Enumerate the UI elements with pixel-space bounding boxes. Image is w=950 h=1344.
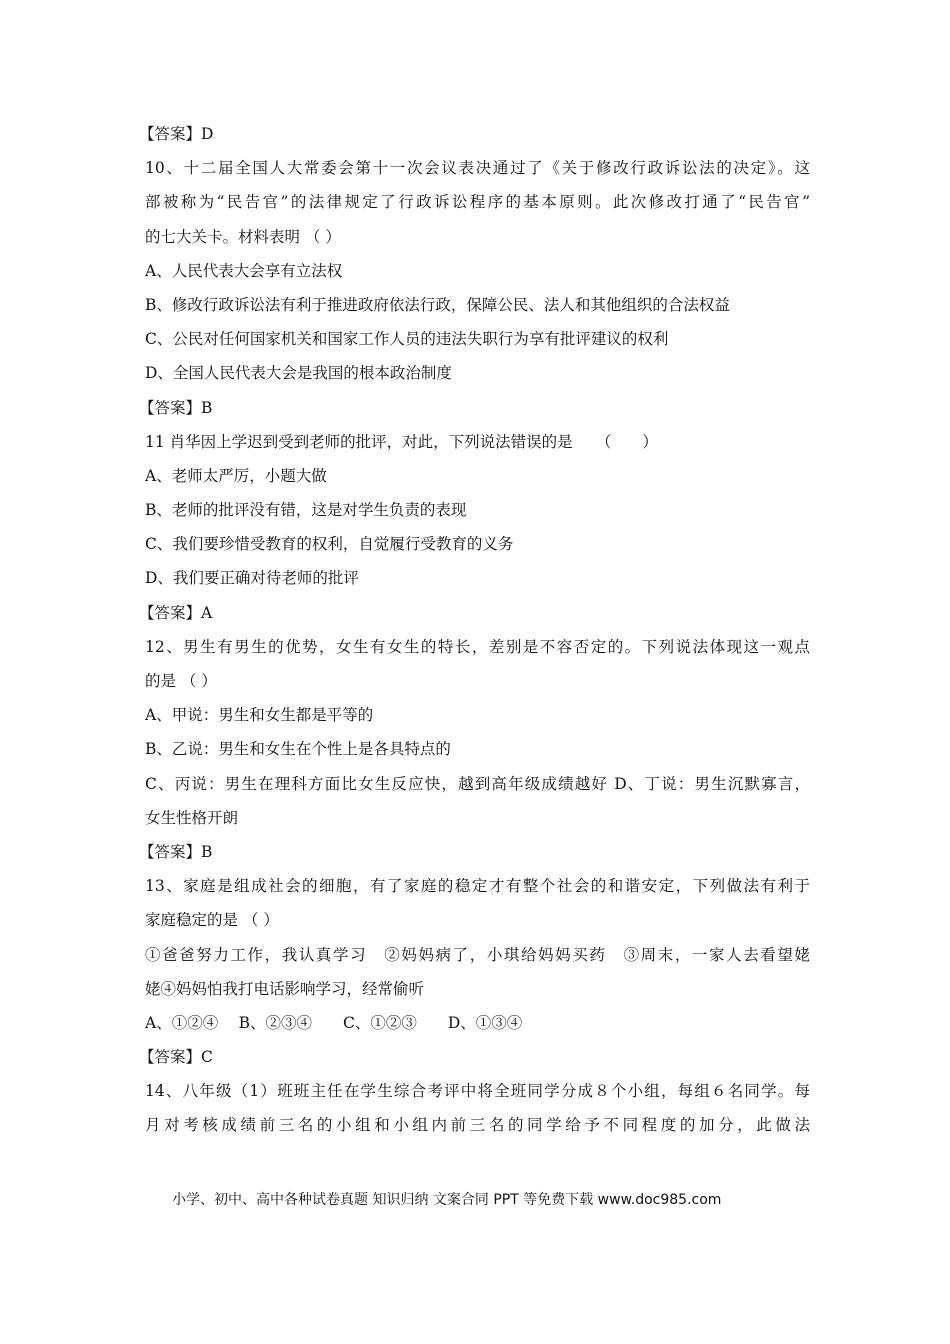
text-line: B、乙说：男生和女生在个性上是各具特点的: [145, 740, 451, 759]
text-line: 14、八年级（1）班班主任在学生综合考评中将全班同学分成８个小组，每组６名同学。每: [145, 1082, 810, 1101]
page-footer: 小学、初中、高中各种试卷真题 知识归纳 文案合同 PPT 等免费下载 www.doc985.com: [172, 1192, 722, 1208]
text-line: 11 肖华因上学迟到受到老师的批评，对此，下列说法错误的是 （ ）: [145, 432, 658, 451]
text-line: 月对考核成绩前三名的小组和小组内前三名的同学给予不同程度的加分，此做法: [145, 1116, 810, 1135]
text-line: D、我们要正确对待老师的批评: [145, 569, 359, 588]
text-line: 部被称为“民告官”的法律规定了行政诉讼程序的基本原则。此次修改打通了“民告官”: [145, 193, 810, 212]
text-line: C、我们要珍惜受教育的权利，自觉履行受教育的义务: [145, 535, 514, 554]
answer-line: 【答案】D: [139, 125, 214, 143]
text-line: A、①②④ B、②③④ C、①②③ D、①③④: [145, 1013, 523, 1032]
text-line: C、公民对任何国家机关和国家工作人员的违法失职行为享有批评建议的权利: [145, 330, 669, 349]
text-line: 10、十二届全国人大常委会第十一次会议表决通过了《关于修改行政诉讼法的决定》。这: [145, 159, 810, 178]
text-line: B、修改行政诉讼法有利于推进政府依法行政，保障公民、法人和其他组织的合法权益: [145, 295, 730, 314]
text-line: 姥④妈妈怕我打电话影响学习，经常偷听: [145, 979, 425, 998]
answer-line: 【答案】A: [139, 603, 213, 622]
text-line: A、甲说：男生和女生都是平等的: [145, 706, 374, 725]
question-content: [139, 117, 810, 1143]
text-line: 家庭稳定的是 （ ）: [145, 911, 279, 930]
text-line: 12、男生有男生的优势，女生有女生的特长，差别是不容否定的。下列说法体现这一观点: [145, 637, 810, 656]
answer-line: 【答案】C: [139, 1048, 213, 1067]
text-line: A、老师太严厉，小题大做: [145, 466, 327, 485]
text-line: 女生性格开朗: [145, 808, 239, 827]
text-line: A、人民代表大会享有立法权: [145, 261, 343, 280]
text-line: B、老师的批评没有错，这是对学生负责的表现: [145, 501, 467, 520]
text-line: 的七大关卡。材料表明 （ ）: [145, 227, 341, 246]
text-line: 13、家庭是组成社会的细胞，有了家庭的稳定才有整个社会的和谐安定，下列做法有利于: [145, 877, 810, 896]
text-line: C、丙说：男生在理科方面比女生反应快，越到高年级成绩越好 D、丁说：男生沉默寡言，: [145, 774, 810, 793]
text-line: D、全国人民代表大会是我国的根本政治制度: [145, 364, 452, 383]
answer-line: 【答案】B: [139, 842, 213, 861]
answer-line: 【答案】B: [139, 398, 213, 417]
text-line: ①爸爸努力工作，我认真学习 ②妈妈病了，小琪给妈妈买药 ③周末，一家人去看望姥: [145, 945, 810, 964]
text-line: 的是 （ ）: [145, 672, 217, 690]
